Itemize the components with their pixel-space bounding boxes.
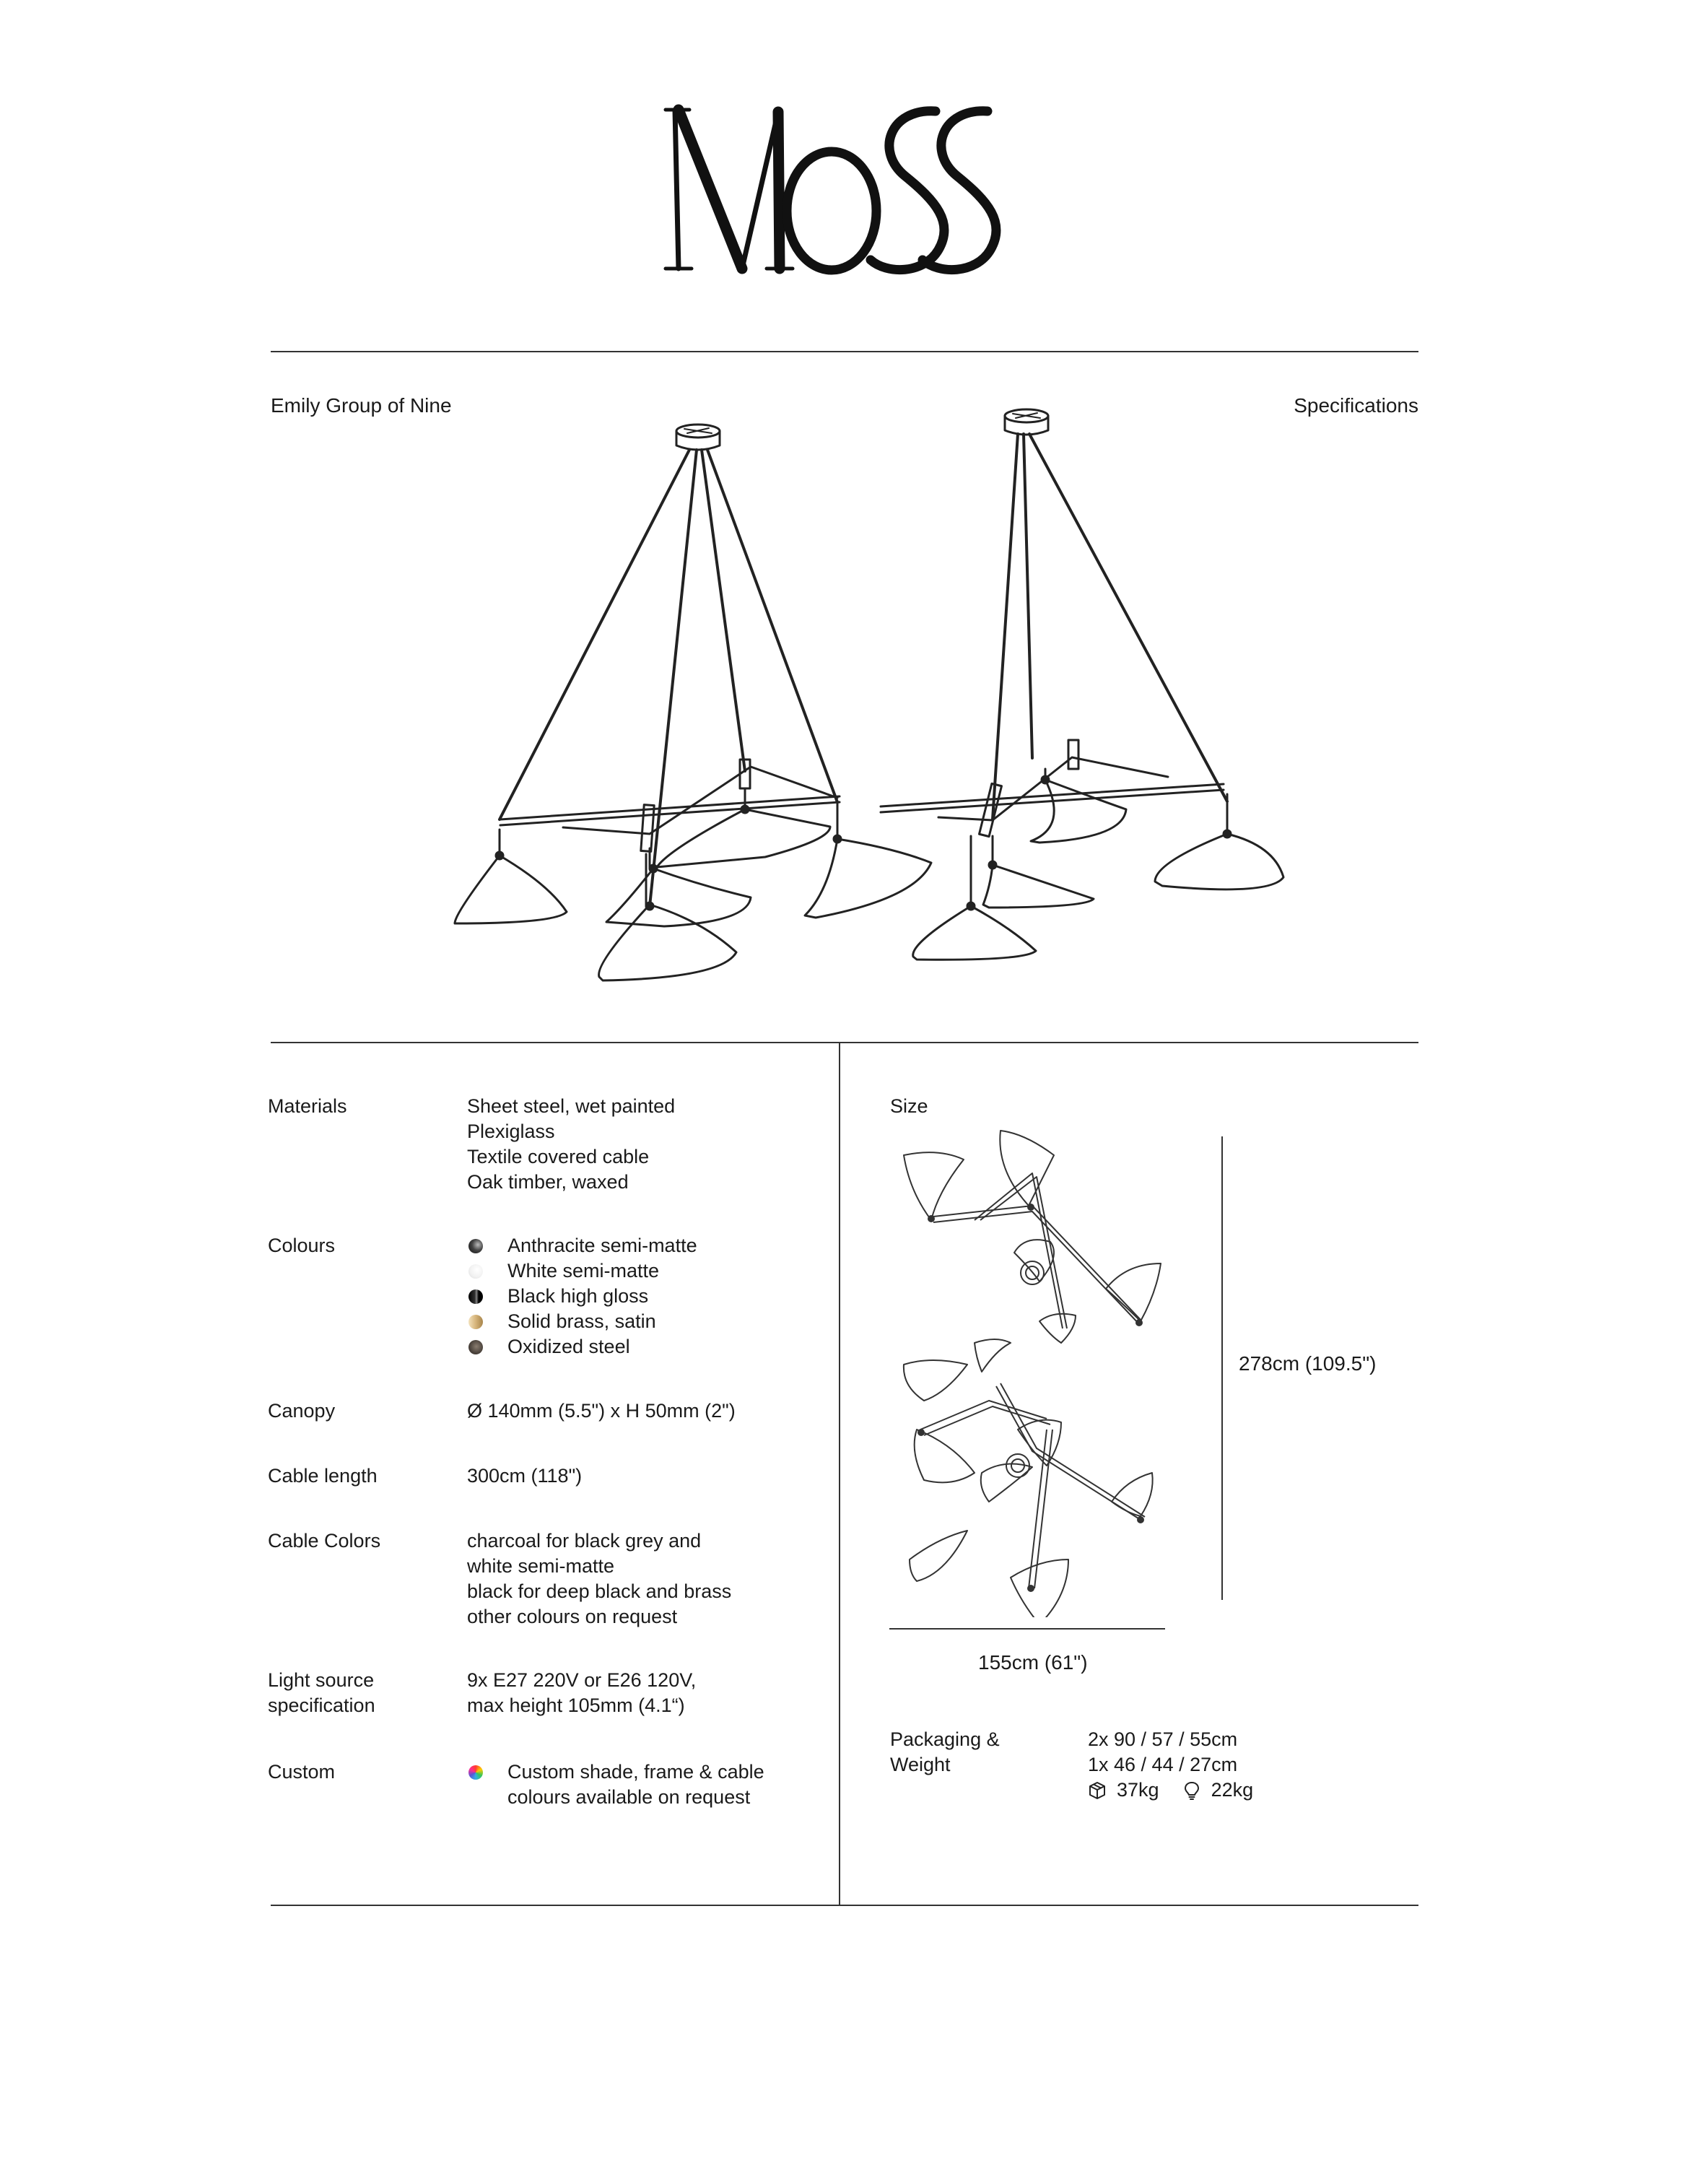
cable-colors-value: charcoal for black grey and white semi-matte black for deep black and brass other colours on request: [467, 1530, 732, 1627]
brass-swatch: [468, 1315, 483, 1329]
cable-length-label: Cable length: [268, 1465, 378, 1487]
package-box-icon: [1088, 1780, 1107, 1801]
oxidized-steel-swatch: [468, 1340, 483, 1354]
materials-label: Materials: [268, 1095, 347, 1117]
canopy-right: [1005, 409, 1048, 435]
custom-value: Custom shade, frame & cable colours available on request: [467, 1759, 764, 1810]
middle-rule: [271, 1042, 1418, 1043]
colour-option: Solid brass, satin: [467, 1309, 697, 1334]
height-dimension: 278cm (109.5"): [1239, 1352, 1377, 1375]
light-source-label: Light source specification: [268, 1669, 375, 1716]
height-dimension-line: [1221, 1136, 1223, 1600]
cable-length-value: 300cm (118"): [467, 1465, 583, 1487]
product-name: Emily Group of Nine: [271, 394, 452, 417]
bottom-rule: [271, 1905, 1418, 1906]
colours-list: [467, 1233, 697, 1359]
colour-option: White semi-matte: [467, 1258, 697, 1284]
canopy-left: [676, 425, 720, 450]
materials-value: Sheet steel, wet painted Plexiglass Textile covered cable Oak timber, waxed: [467, 1095, 676, 1193]
product-illustration: [433, 401, 1285, 1000]
canopy-label: Canopy: [268, 1400, 336, 1422]
width-dimension: 155cm (61"): [978, 1651, 1088, 1674]
colour-option: Black high gloss: [467, 1284, 697, 1309]
section-title: Specifications: [1294, 394, 1418, 417]
moss-logo: [0, 101, 1687, 289]
canopy-value: Ø 140mm (5.5") x H 50mm (2"): [467, 1400, 736, 1422]
width-dimension-line: [889, 1628, 1165, 1630]
black-gloss-swatch: [468, 1289, 483, 1304]
top-rule: [271, 351, 1418, 352]
colours-label: Colours: [268, 1235, 336, 1256]
packaging-label: Packaging & Weight: [890, 1728, 1000, 1775]
light-source-value: 9x E27 220V or E26 120V, max height 105mm (4.1“): [467, 1669, 697, 1716]
lightbulb-icon: [1182, 1780, 1201, 1801]
column-divider: [839, 1043, 840, 1905]
white-swatch: [468, 1264, 483, 1279]
size-diagram: [895, 1126, 1242, 1617]
colour-option: Oxidized steel: [467, 1334, 697, 1359]
rainbow-colour-icon: [468, 1765, 483, 1780]
cable-colors-label: Cable Colors: [268, 1530, 381, 1552]
custom-label: Custom: [268, 1761, 336, 1783]
anthracite-swatch: [468, 1239, 483, 1253]
size-label: Size: [890, 1095, 928, 1117]
colour-option: Anthracite semi-matte: [467, 1233, 697, 1258]
packaging-value: 2x 90 / 57 / 55cm 1x 46 / 44 / 27cm 37kg 22kg: [1088, 1728, 1254, 1801]
